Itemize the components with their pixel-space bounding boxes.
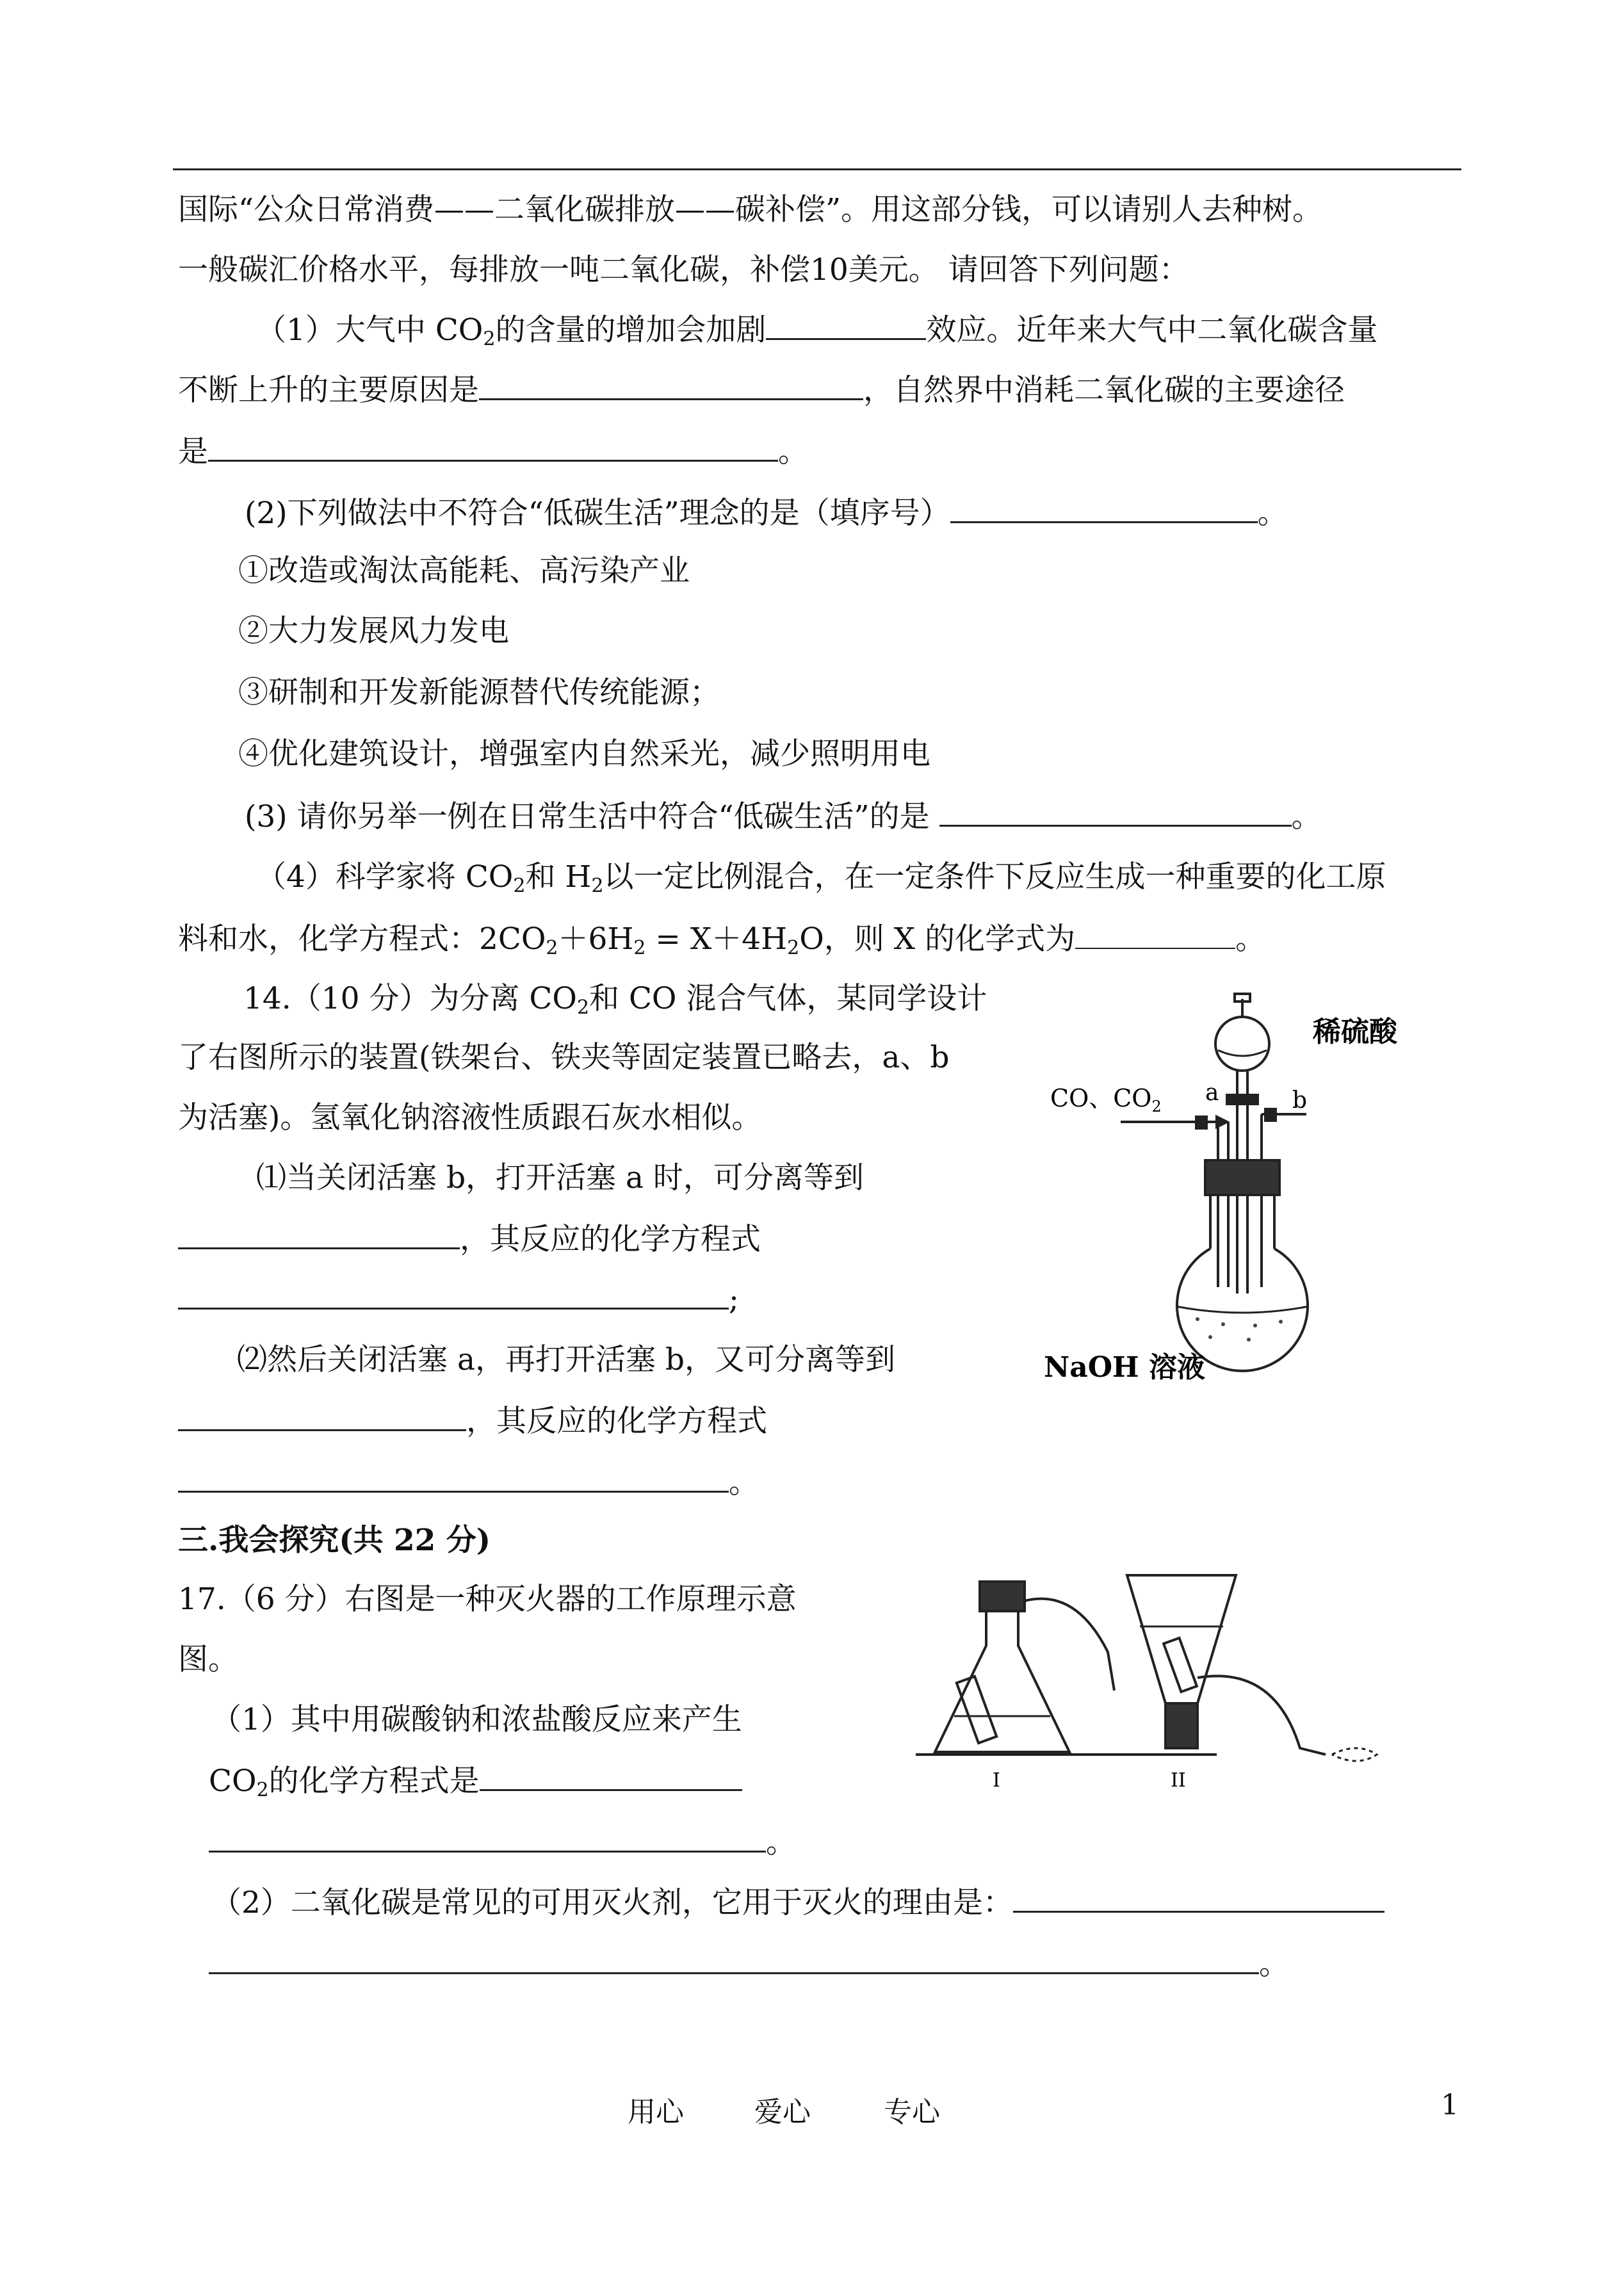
answer-blank[interactable] — [209, 1944, 1259, 1974]
naoh-solution-label: NaOH 溶液 — [1044, 1351, 1205, 1384]
question-17-line1: 17.（6 分）右图是一种灭火器的工作原理示意 — [178, 1582, 797, 1617]
question-14-part2-equation: 。 — [178, 1463, 759, 1502]
option-4: ④优化建筑设计，增强室内自然采光，减少照明用电 — [238, 736, 930, 772]
answer-blank[interactable] — [209, 1822, 766, 1853]
fire-extinguisher-figure — [916, 1562, 1428, 1806]
question-14-part1-equation: ; — [178, 1279, 739, 1319]
gas-separation-apparatus-figure — [1037, 986, 1524, 1396]
question-14-line2: 了右图所示的装置(铁架台、铁夹等固定装置已略去，a、b — [178, 1040, 950, 1075]
flask-I — [935, 1611, 1069, 1752]
answer-blank[interactable] — [178, 1279, 729, 1310]
question-17-part2: （2）二氧化碳是常见的可用灭火剂，它用于灭火的理由是： — [211, 1883, 1384, 1922]
answer-blank[interactable] — [479, 370, 863, 400]
gas-inlet-label: CO、$CO_2$ — [1050, 1084, 1162, 1115]
separatory-funnel-bulb — [1215, 1017, 1269, 1071]
valve-b-label: b — [1292, 1087, 1308, 1114]
figure-label-I: I — [993, 1769, 1000, 1792]
footer-text-1: 用心 — [628, 2096, 684, 2129]
question-2: (2)下列做法中不符合“低碳生活”理念的是（填序号） 。 — [245, 493, 1288, 533]
question-3: (3) 请你另举一例在日常生活中符合“低碳生活”的是 。 — [245, 797, 1322, 836]
funnel-II — [1127, 1575, 1236, 1703]
footer-text-2: 爱心 — [754, 2096, 811, 2129]
question-1-line2: 不断上升的主要原因是 ，自然界中消耗二氧化碳的主要途径 — [178, 370, 1345, 410]
answer-blank[interactable] — [1075, 920, 1235, 949]
option-1: ①改造或淘汰高能耗、高污染产业 — [238, 553, 690, 588]
question-14-part1-blank: ，其反应的化学方程式 — [178, 1219, 761, 1259]
question-17-part2-line2: 。 — [209, 1944, 1289, 1984]
question-17-part1-line2: $CO_2$的化学方程式是 — [209, 1761, 742, 1810]
figure-label-II: II — [1171, 1769, 1186, 1792]
answer-blank[interactable] — [939, 797, 1292, 827]
page-number: 1 — [1441, 2089, 1459, 2121]
question-14-part2-blank: ，其反应的化学方程式 — [178, 1401, 767, 1441]
question-14-part2: ⑵然后关闭活塞 a，再打开活塞 b，又可分离等到 — [237, 1342, 895, 1377]
question-14-part1: ⑴当关闭活塞 b，打开活塞 a 时，可分离等到 — [256, 1160, 864, 1196]
answer-blank[interactable] — [766, 310, 926, 340]
footer-text-3: 专心 — [884, 2096, 940, 2129]
question-1-line1: （1）大气中 $CO_2$的含量的增加会加剧 效应。近年来大气中二氧化碳含量 — [256, 310, 1377, 359]
question-17-part1-line3: 。 — [209, 1822, 796, 1862]
option-3: ③研制和开发新能源替代传统能源； — [238, 675, 720, 710]
answer-blank[interactable] — [208, 432, 778, 462]
answer-blank[interactable] — [1013, 1883, 1384, 1913]
paragraph-line: 一般碳汇价格水平，每排放一吨二氧化碳，补偿10美元。 请回答下列问题： — [178, 252, 1189, 288]
question-14-line3: 为活塞)。氢氧化钠溶液性质跟石灰水相似。 — [178, 1100, 762, 1135]
paragraph-line: 国际“公众日常消费——二氧化碳排放——碳补偿”。用这部分钱，可以请别人去种树。 — [178, 192, 1323, 227]
header-rule — [173, 168, 1461, 170]
answer-blank[interactable] — [178, 1463, 729, 1493]
answer-blank[interactable] — [178, 1219, 460, 1249]
question-17-part1: （1）其中用碳酸钠和浓盐酸反应来产生 — [211, 1702, 742, 1737]
question-4-line2: 料和水，化学方程式：$2CO_2+6H_2 = X+4H_2O$，则 X 的化学式为 。 — [178, 920, 1265, 968]
question-17-line2: 图。 — [178, 1642, 238, 1677]
option-2: ②大力发展风力发电 — [238, 613, 509, 649]
answer-blank[interactable] — [480, 1761, 742, 1791]
dilute-sulfuric-acid-label: 稀硫酸 — [1313, 1016, 1397, 1048]
question-4-line1: （4）科学家将 $CO_2$和 $H_2$以一定比例混合，在一定条件下反应生成一种重要的化工原 — [256, 859, 1386, 897]
answer-blank[interactable] — [950, 493, 1258, 523]
valve-a-label: a — [1205, 1080, 1219, 1106]
section-3-heading: 三.我会探究(共 22 分) — [178, 1523, 491, 1558]
answer-blank[interactable] — [178, 1401, 466, 1431]
question-14-line1: 14.（10 分）为分离 $CO_2$和 CO 混合气体，某同学设计 — [243, 981, 987, 1019]
question-1-line3: 是 。 — [178, 432, 808, 471]
